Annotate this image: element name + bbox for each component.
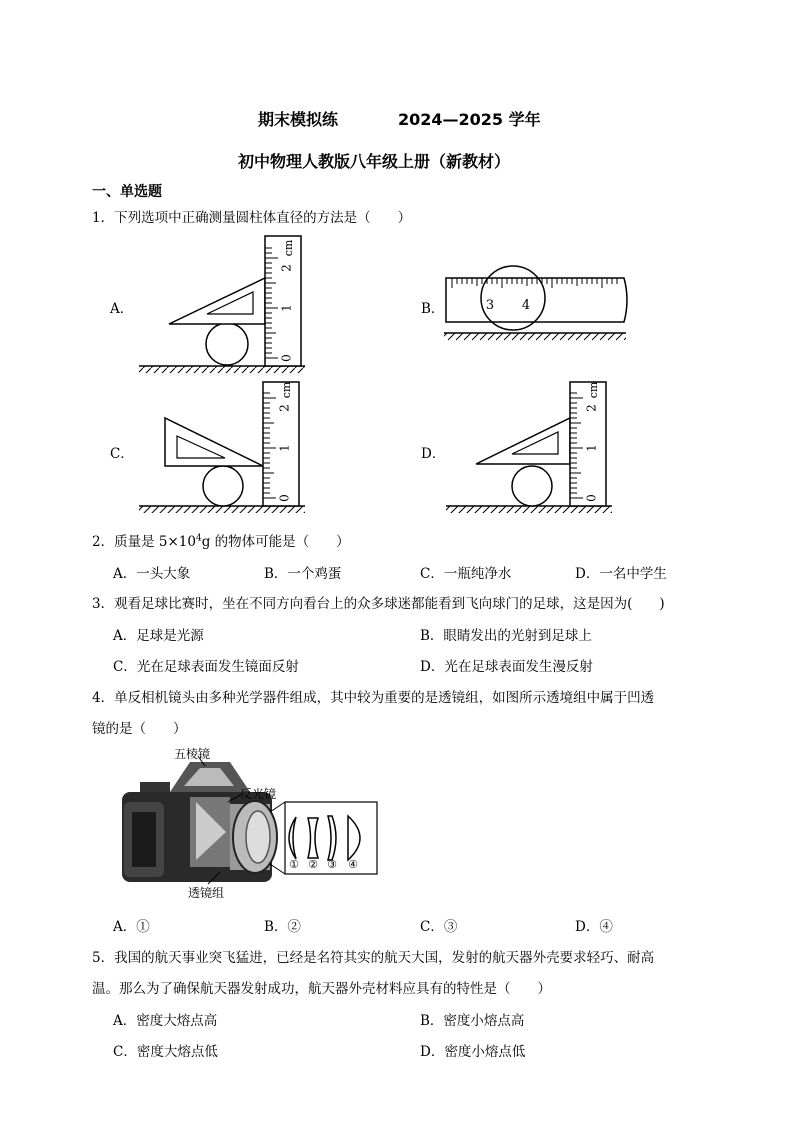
lens-number-1: ①: [289, 858, 299, 871]
exam-title-right: 2024—2025 学年: [398, 110, 541, 129]
q2-option-d[interactable]: D．一名中学生: [575, 566, 667, 582]
lens-number-3: ③: [327, 858, 337, 871]
q4-stem-line1: 4．单反相机镜头由多种光学器件组成，其中较为重要的是透镜组，如图所示透境组中属于凹透: [92, 690, 655, 706]
label-lens-group: 透镜组: [188, 886, 225, 900]
ruler-d-tick-0: 0: [584, 494, 599, 502]
q5-stem-line1: 5．我国的航天事业突飞猛进，已经是名符其实的航天大国，发射的航天器外壳要求轻巧、耐高: [92, 950, 655, 966]
q5-option-b[interactable]: B．密度小熔点高: [420, 1013, 525, 1029]
label-pentaprism: 五棱镜: [174, 747, 211, 761]
ruler-c-tick-2: 2: [277, 404, 292, 412]
section-heading: 一、单选题: [92, 184, 162, 200]
q5-option-d[interactable]: D．密度小熔点低: [420, 1044, 526, 1060]
ruler-c-tick-0: 0: [277, 494, 292, 502]
q3-option-b[interactable]: B．眼睛发出的光射到足球上: [420, 628, 592, 644]
q4-camera-figure: [110, 742, 380, 902]
ruler-a-tick-0: 0: [279, 354, 294, 362]
q4-option-c[interactable]: C．③: [420, 919, 458, 935]
q1-figure-c: [135, 378, 310, 518]
ruler-c-unit: cm: [280, 381, 293, 399]
q2-stem-prefix: 2．质量是 5×10: [92, 534, 196, 550]
ruler-c-tick-1: 1: [277, 444, 292, 452]
q1-figure-b: [440, 236, 630, 346]
q4-stem-line2: 镜的是（ ）: [92, 721, 187, 737]
q5-option-c[interactable]: C．密度大熔点低: [113, 1044, 218, 1060]
ruler-a-tick-1: 1: [279, 304, 294, 312]
exam-subtitle: 初中物理人教版八年级上册（新教材）: [238, 152, 511, 171]
q2-option-b[interactable]: B．一个鸡蛋: [264, 566, 342, 582]
q5-stem-line2: 温。那么为了确保航天器发射成功，航天器外壳材料应具有的特性是（ ）: [92, 981, 551, 997]
q1-option-d-label: D．: [421, 446, 446, 462]
q1-figure-d: [442, 378, 617, 518]
q1-option-c-label: C．: [110, 446, 134, 462]
lens-number-2: ②: [308, 858, 318, 871]
ruler-d-tick-2: 2: [584, 404, 599, 412]
q5-option-a[interactable]: A．密度大熔点高: [113, 1013, 218, 1029]
q2-stem-exponent: 4: [195, 533, 202, 544]
ruler-d-unit: cm: [587, 381, 600, 399]
q3-option-c[interactable]: C．光在足球表面发生镜面反射: [113, 659, 299, 675]
lens-number-4: ④: [348, 858, 358, 871]
ruler-b-tick-3: 3: [485, 298, 495, 313]
q2-stem-suffix: g 的物体可能是（ ）: [201, 534, 350, 550]
ruler-a-tick-2: 2: [279, 264, 294, 272]
q1-stem: 1．下列选项中正确测量圆柱体直径的方法是（ ）: [92, 210, 412, 226]
q1-option-a-label: A．: [110, 301, 134, 317]
ruler-a-unit: cm: [282, 239, 295, 257]
label-mirror: 反光镜: [240, 787, 277, 801]
q2-option-a[interactable]: A．一头大象: [113, 566, 191, 582]
q3-option-a[interactable]: A．足球是光源: [113, 628, 204, 644]
q4-option-a[interactable]: A．①: [113, 919, 150, 935]
q1-option-b-label: B．: [421, 301, 445, 317]
q3-option-d[interactable]: D．光在足球表面发生漫反射: [420, 659, 593, 675]
q4-option-d[interactable]: D．④: [575, 919, 613, 935]
q3-stem: 3．观看足球比赛时，坐在不同方向看台上的众多球迷都能看到飞向球门的足球，这是因为( ): [92, 596, 665, 612]
q2-stem: [92, 530, 350, 550]
ruler-d-tick-1: 1: [584, 444, 599, 452]
exam-title-left: 期末模拟练: [258, 110, 339, 129]
q1-figure-a: [135, 232, 310, 377]
ruler-b-tick-4: 4: [521, 298, 531, 313]
q2-option-c[interactable]: C．一瓶纯净水: [420, 566, 512, 582]
q4-option-b[interactable]: B．②: [264, 919, 301, 935]
